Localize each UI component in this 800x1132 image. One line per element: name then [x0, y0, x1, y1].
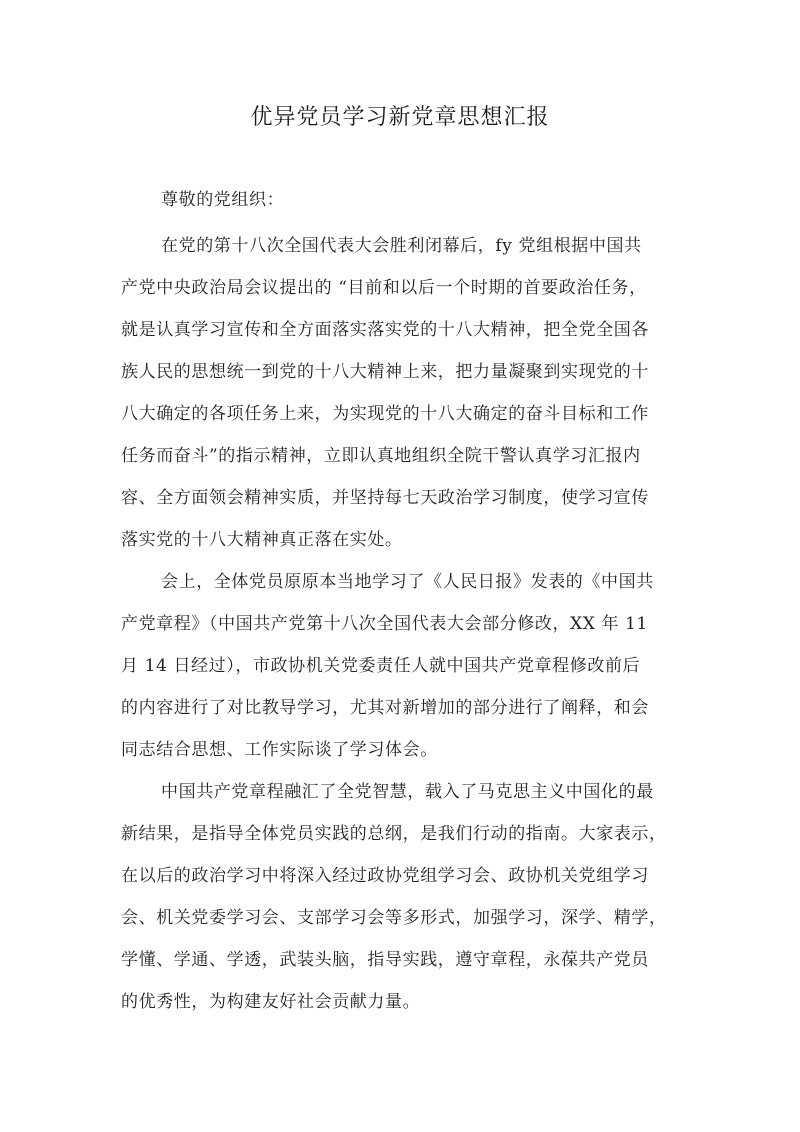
paragraph-line: 就是认真学习宣传和全方面落实落实党的十八大精神，把全党全国各: [121, 320, 649, 340]
paragraph-line: 容、全方面领会精神实质，并坚持每七天政治学习制度，使学习宣传: [121, 488, 649, 508]
paragraph-line: 会、机关党委学习会、支部学习会等多形式，加强学习，深学、精学，: [121, 908, 667, 928]
paragraph-line: 任务而奋斗”的指示精神，立即认真地组织全院干警认真学习汇报内: [121, 446, 641, 466]
paragraph-line: 在党的第十八次全国代表大会胜利闭幕后，fy 党组根据中国共: [161, 236, 642, 256]
paragraph-line: 月 14 日经过），市政协机关党委责任人就中国共产党章程修改前后: [121, 656, 641, 676]
document-title: 优异党员学习新党章思想汇报: [250, 105, 550, 130]
paragraph-line: 同志结合思想、工作实际谈了学习体会。: [121, 740, 438, 760]
paragraph-line: 的内容进行了对比教导学习，尤其对新增加的部分进行了阐释，和会: [121, 698, 649, 718]
paragraph-line: 中国共产党章程融汇了全党智慧，载入了马克思主义中国化的最: [161, 782, 654, 802]
paragraph-line: 八大确定的各项任务上来，为实现党的十八大确定的奋斗目标和工作: [121, 404, 649, 424]
paragraph-line: 落实党的十八大精神真正落在实处。: [121, 530, 403, 550]
paragraph-line: 在以后的政治学习中将深入经过政协党组学习会、政协机关党组学习: [121, 866, 649, 886]
paragraph-line: 会上，全体党员原原本当地学习了《人民日报》发表的《中国共: [161, 572, 654, 592]
paragraph-line: 的优秀性，为构建友好社会贡献力量。: [121, 992, 421, 1012]
paragraph-line: 产党中央政治局会议提出的 “目前和以后一个时期的首要政治任务，: [121, 278, 647, 298]
salutation: 尊敬的党组织：: [161, 190, 285, 210]
paragraph-line: 新结果，是指导全体党员实践的总纲，是我们行动的指南。大家表示，: [121, 824, 667, 844]
paragraph-line: 产党章程》（中国共产党第十八次全国代表大会部分修改，XX 年 11: [121, 614, 648, 634]
paragraph-line: 学懂、学通、学透，武装头脑，指导实践，遵守章程，永葆共产党员: [121, 950, 649, 970]
paragraph-line: 族人民的思想统一到党的十八大精神上来，把力量凝聚到实现党的十: [121, 362, 649, 382]
